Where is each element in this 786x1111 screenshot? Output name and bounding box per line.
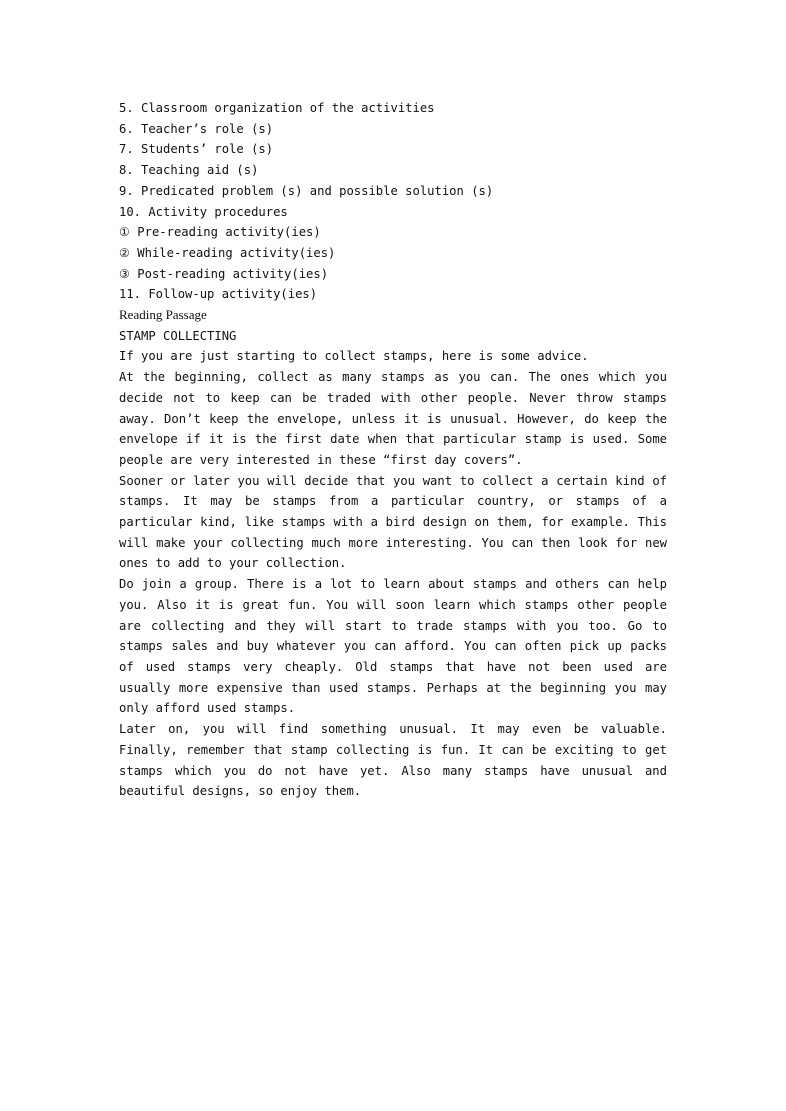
outline-subitem: ③ Post-reading activity(ies) — [119, 266, 329, 281]
outline-item: 10. Activity procedures — [119, 204, 288, 219]
passage-paragraph: Sooner or later you will decide that you want to collect a certain kind of stamps. It may be stamps from a particular country, or stamps of a particular kind, like stamps with a bird design on them, for example. This will make your collecting much more interesting. You can then look for new ones to add to your collection. — [119, 473, 667, 571]
outline-item: 8. Teaching aid (s) — [119, 163, 259, 178]
outline-item: 7. Students’ role (s) — [119, 142, 274, 157]
passage-paragraph: Do join a group. There is a lot to learn about stamps and others can help you. Also it is great fun. You will soon learn which stamps other people are collecting and they will start to trade stamps with you too. Go to stamps sales and buy whatever you can afford. You can often pick up packs of used stamps very cheaply. Old stamps that have not been used are usually more expensive than used stamps. Perhaps at the beginning you may only afford used stamps. — [119, 577, 667, 716]
reading-passage-label: Reading Passage — [119, 307, 207, 323]
outline-item: 5. Classroom organization of the activities — [119, 101, 435, 115]
passage-paragraph: Later on, you will find something unusual. It may even be valuable. Finally, remember that stamp collecting is fun. It can be exciting to get stamps which you do not have yet. Also many stamps have unusual and beautiful designs, so enjoy them. — [119, 722, 667, 799]
outline-subitem: ② While-reading activity(ies) — [119, 245, 336, 260]
document-page — [119, 98, 667, 802]
outline-item: 9. Predicated problem (s) and possible solution (s) — [119, 183, 494, 198]
passage-paragraph: At the beginning, collect as many stamps as you can. The ones which you decide not to keep can be traded with other people. Never throw stamps away. Don’t keep the envelope, unless it is unusual. However, do keep the envelope if it is the first date when that particular stamp is used. Some people are very interested in these “first day covers”. — [119, 370, 667, 467]
outline-subitem: ① Pre-reading activity(ies) — [119, 225, 321, 240]
passage-paragraph: If you are just starting to collect stamps, here is some advice. — [119, 349, 589, 364]
outline-item: 6. Teacher’s role (s) — [119, 121, 274, 136]
outline-item: 11. Follow-up activity(ies) — [119, 287, 318, 302]
passage-title: STAMP COLLECTING — [119, 328, 237, 343]
